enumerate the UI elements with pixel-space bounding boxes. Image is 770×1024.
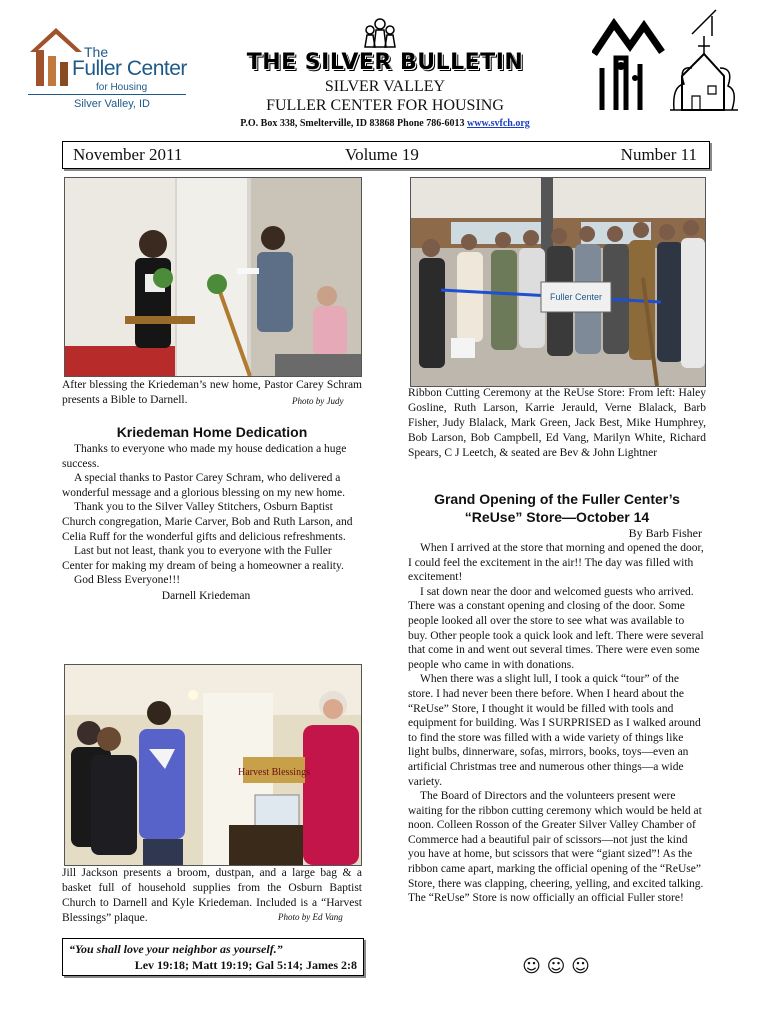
issue-info-bar: [62, 141, 710, 169]
kriedeman-article-body: [62, 442, 360, 604]
reuse-title-line1: Grand Opening of the Fuller Center’s: [434, 491, 680, 507]
photo1-caption-text: After blessing the Kriedeman’s new home, Pastor Carey Schram presents a Bible to Darnell.: [62, 379, 362, 406]
reuse-paragraph: The Board of Directors and the volunteers present were waiting for the ribbon cutting ceremony which would be held at noon. Colleen Rosson of the Greater Silver Valley Chamber of Commerce had a beautiful pair of scissors—not just the kind you have at home, but scissors that were “giant sized”! As the ribbon came apart, marking the official opening of the “ReUse” Store, there was clapping, cheering, yelling, and excited talking. The “ReUse” Store is now officially an official Fuller store!: [408, 790, 704, 905]
reuse-paragraph: When I arrived at the store that morning and opened the door, I could feel the excitement in the air!! The day was filled with excitement!: [408, 542, 704, 584]
kriedeman-paragraph: God Bless Everyone!!!: [74, 574, 181, 587]
newsletter-title: THE SILVER BULLETIN: [246, 50, 524, 75]
banner-text: Fuller Center: [549, 292, 603, 302]
issue-volume: Volume 19: [345, 145, 419, 164]
photo2-credit: Photo by Ed Vang: [278, 912, 343, 922]
reuse-byline: By Barb Fisher: [628, 526, 702, 540]
reuse-paragraph: When there was a slight lull, I took a quick “tour” of the store. I had never been there before. When I heard about the “ReUse” Store, I thought it would be filled with tools and equipment for building. Was I SURPRISED as I walked around to find the store was filled with a wide variety of things like light bulbs, dinnerware, sofas, mirrors, books, toys—even an artificial Christmas tree and numerous other things—a wide variety.: [408, 673, 701, 788]
houses-trees-logo: [592, 6, 742, 119]
harvest-plaque-text: Harvest Blessings: [238, 767, 310, 778]
photo-ribbon-cutting: [410, 177, 706, 387]
issue-number: Number 11: [620, 145, 697, 164]
ribbon-photo-caption-text: Ribbon Cutting Ceremony at the ReUse Store: From left: Haley Gosline, Ruth Larson, Karrie Jerauld, Verne Blalack, Barb Fisher, Judy Blalack, Mark Green, Jack Best, Mike Humphrey, Bob Larson, Bob Campbell, Ed Vang, Marilyn White, Richard Spears, C J Leetch, & seated are Bev & John Lightner: [408, 387, 706, 459]
website-link[interactable]: www.svfch.org: [467, 118, 530, 129]
subtitle-silver-valley: SILVER VALLEY: [324, 78, 446, 95]
address-text: P.O. Box 338, Smelterville, ID 83868 Phone 786-6013: [240, 118, 468, 129]
photo1-credit: Photo by Judy: [292, 396, 344, 406]
kriedeman-paragraph: A special thanks to Pastor Carey Schram, who delivered a wonderful message and a glorious blessing on my new home.: [62, 472, 345, 499]
issue-date: November 2011: [73, 145, 183, 164]
smiley-icons: ☺ ☺ ☺: [522, 956, 590, 977]
scripture-quote-box: [62, 938, 364, 976]
reuse-paragraph: I sat down near the door and welcomed guests who arrived. There was a constant opening and closing of the door. Some people looked all over the store to see what was available to buy. Other people took a quick look and left. There were several that come in and went out several times. There were even some people who came in with donations.: [408, 585, 704, 671]
family-icon: [362, 18, 398, 53]
kriedeman-paragraph: Last but not least, thank you to everyone with the Fuller Center for making my dream of being a homeowner a reality.: [62, 545, 344, 572]
logo-location: Silver Valley, ID: [74, 98, 151, 110]
photo2-caption-text: Jill Jackson presents a broom, dustpan, and a large bag & a basket full of household supplies from the Osburn Baptist Church to Darnell and Kyle Kriedeman. Included is a “Harvest Blessings” plaque.: [62, 867, 362, 924]
reuse-article-title: [408, 490, 706, 526]
scripture-quote: “You shall love your neighbor as yourself.”: [69, 942, 283, 956]
logo-divider: [28, 94, 186, 95]
reuse-article-body: [408, 541, 704, 906]
kriedeman-article-title: Kriedeman Home Dedication: [116, 424, 308, 440]
ribbon-photo-caption: [408, 386, 706, 461]
reuse-title-line2: “ReUse” Store—October 14: [464, 509, 650, 525]
logo-text-name: Fuller Center: [72, 57, 187, 80]
subtitle-organization: FULLER CENTER FOR HOUSING: [266, 97, 504, 114]
scripture-references: Lev 19:18; Matt 19:19; Gal 5:14; James 2:8: [134, 958, 357, 972]
photo-household-supplies: [64, 664, 362, 866]
kriedeman-signature: Darnell Kriedeman: [161, 589, 251, 602]
photo-bible-presentation: [64, 177, 362, 377]
logo-text-for: for Housing: [96, 82, 148, 93]
logo-text-the: The: [84, 44, 109, 60]
contact-address: [200, 118, 570, 129]
kriedeman-paragraph: Thanks to everyone who made my house dedication a huge success.: [62, 443, 347, 470]
kriedeman-paragraph: Thank you to the Silver Valley Stitchers, Osburn Baptist Church congregation, Marie Carver, Bob and Ruth Larson, and Celia Ruff for the wonderful gifts and delicious refreshments.: [62, 501, 353, 543]
